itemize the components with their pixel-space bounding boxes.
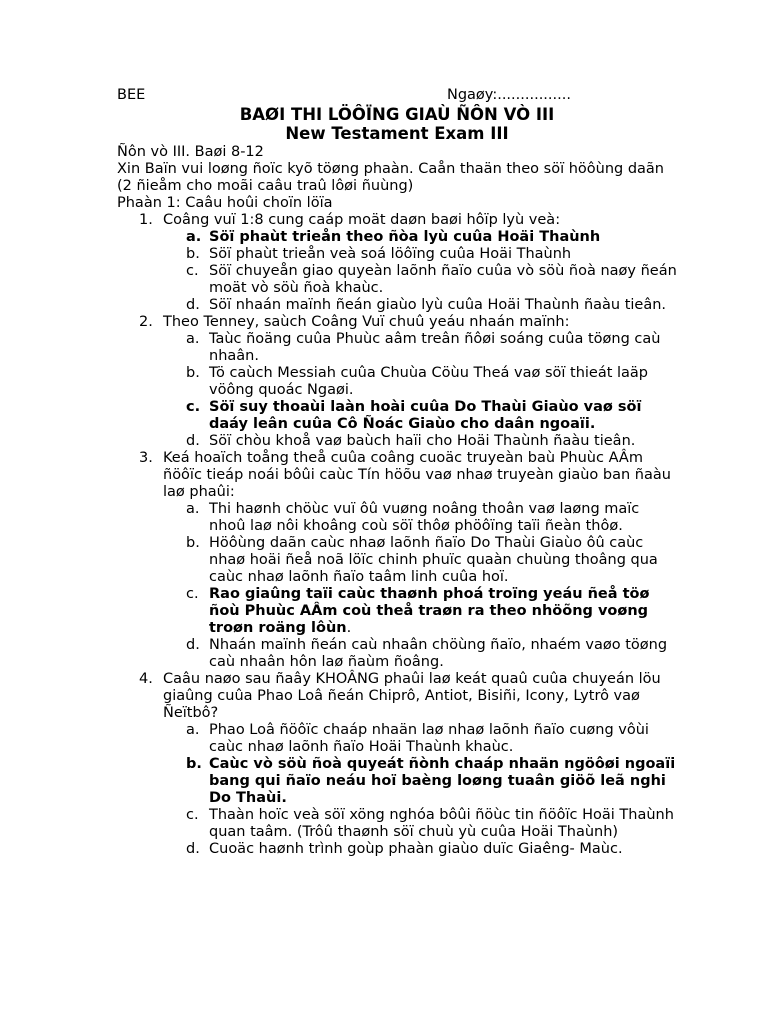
exam-title: BAØI THI LÖÔÏNG GIAÙ ÑÔN VÒ III: [239, 105, 555, 124]
option-letter: a.: [186, 722, 200, 738]
option-letter: a.: [186, 229, 202, 245]
option-text: Thi haønh chöùc vuï ôû vuøng noâng thoân vaø laøng maïc nhoû laø nôi khoâng coù söï thôø phöôïng taïi ñeàn thôø.: [209, 501, 640, 534]
option-letter: d.: [186, 841, 200, 857]
option-c: [117, 399, 677, 433]
question-1: [117, 212, 677, 314]
header-row: [117, 87, 677, 105]
part-heading: Phaàn 1: Caâu hoûi choïn löïa: [117, 195, 333, 211]
option-a: [117, 331, 677, 365]
option-text: Tö caùch Messiah cuûa Chuùa Cöùu Theá vaø söï thieát laäp vöông quoác Ngaøi.: [209, 365, 649, 398]
option-a: [117, 501, 677, 535]
question-3: [117, 450, 677, 671]
date-field: Ngaøy:................: [447, 87, 571, 103]
question-text: Coâng vuï 1:8 cung caáp moät daøn baøi hôïp lyù veà:: [163, 212, 561, 228]
question-number: 1.: [139, 212, 153, 228]
option-d: [117, 297, 677, 314]
option-letter: c.: [186, 399, 201, 415]
option-text: Nhaán maïnh ñeán caù nhaân chöùng ñaïo, nhaém vaøo töøng caù nhaân hôn laø ñaùm ñoâng.: [209, 637, 668, 670]
question-2: [117, 314, 677, 450]
question-text: Theo Tenney, saùch Coâng Vuï chuû yeáu nhaán maïnh:: [163, 314, 570, 330]
option-a: [117, 229, 677, 246]
option-text: Söï phaùt trieån veà soá löôïng cuûa Hoäi Thaùnh: [209, 246, 572, 262]
option-text: Söï phaùt trieån theo ñòa lyù cuûa Hoäi Thaùnh: [209, 229, 601, 245]
option-letter: a.: [186, 501, 200, 517]
option-c: [117, 263, 677, 297]
option-text: Höôùng daãn caùc nhaø laõnh ñaïo Do Thaùi Giaùo ôû caùc nhaø hoäi ñeå noã löïc chinh phuïc quaàn chuùng thoâng qua caùc nhaø laõnh ñaïo taâm linh cuûa hoï.: [209, 535, 658, 585]
option-text: Söï chòu khoå vaø baùch haïi cho Hoäi Thaùnh ñaàu tieân.: [209, 433, 636, 449]
question-text: Caâu naøo sau ñaây KHOÂNG phaûi laø keát quaû cuûa chuyeán löu giaûng cuûa Phao Loâ ñeán Chiprô, Antiot, Bisiñi, Icony, Lytrô vaø Ñeïtbô?: [163, 671, 661, 721]
option-text: Söï nhaán maïnh ñeán giaùo lyù cuûa Hoäi Thaùnh ñaàu tieân.: [209, 297, 667, 313]
option-text: Thaàn hoïc veà söï xöng nghóa bôûi ñöùc tin ñöôïc Hoäi Thaùnh quan taâm. (Trôû thaønh söï chuù yù cuûa Hoäi Thaùnh): [209, 807, 674, 840]
option-letter: b.: [186, 535, 200, 551]
option-b: [117, 535, 677, 586]
option-letter: b.: [186, 756, 202, 772]
option-letter: b.: [186, 365, 200, 381]
exam-subtitle: New Testament Exam III: [285, 124, 509, 143]
option-b: [117, 365, 677, 399]
option-letter: d.: [186, 637, 200, 653]
unit-line: Ñôn vò III. Baøi 8-12: [117, 144, 264, 160]
option-letter: d.: [186, 297, 200, 313]
option-d: [117, 841, 677, 858]
question-text: Keá hoaïch toång theå cuûa coâng cuoäc truyeàn baù Phuùc AÂm ñöôïc tieáp noái bôûi caùc Tín höõu vaø nhaø truyeàn giaùo ban ñaàu laø phaûi:: [163, 450, 671, 500]
school-code: BEE: [117, 87, 146, 103]
option-text: Rao giaûng taïi caùc thaønh phoá troïng yeáu ñeå töø ñoù Phuùc AÂm coù theå traøn ra theo nhöõng voøng troøn roäng lôùn: [209, 586, 650, 636]
option-letter: d.: [186, 433, 200, 449]
option-text: Phao Loâ ñöôïc chaáp nhaän laø nhaø laõnh ñaïo cuøng vôùi caùc nhaø laõnh ñaïo Hoäi Thaùnh khaùc.: [209, 722, 649, 755]
option-letter: b.: [186, 246, 200, 262]
option-letter: c.: [186, 586, 199, 602]
option-b: [117, 756, 677, 807]
exam-page: [117, 87, 677, 858]
option-text: Söï suy thoaùi laàn hoài cuûa Do Thaùi Giaùo vaø söï daáy leân cuûa Cô Ñoác Giaùo cho daân ngoaïi.: [209, 399, 642, 432]
option-letter: c.: [186, 263, 199, 279]
option-a: [117, 722, 677, 756]
option-text: Söï chuyeån giao quyeàn laõnh ñaïo cuûa vò söù ñoà naøy ñeán moät vò söù ñoà khaùc.: [209, 263, 677, 296]
option-text: Cuoäc haønh trình goùp phaàn giaùo duïc Giaêng- Maùc.: [209, 841, 623, 857]
question-number: 2.: [139, 314, 153, 330]
instructions: Xin Baïn vui loøng ñoïc kyõ töøng phaàn. Caån thaän theo söï höôùng daãn (2 ñieåm cho moãi caâu traû lôøi ñuùng): [117, 161, 664, 194]
option-c: [117, 586, 677, 637]
option-letter: c.: [186, 807, 199, 823]
question-number: 4.: [139, 671, 153, 687]
option-d: [117, 637, 677, 671]
question-number: 3.: [139, 450, 153, 466]
question-4: [117, 671, 677, 858]
option-c: [117, 807, 677, 841]
option-b: [117, 246, 677, 263]
option-letter: a.: [186, 331, 200, 347]
option-tail: .: [346, 620, 352, 636]
option-text: Taùc ñoäng cuûa Phuùc aâm treân ñôøi soáng cuûa töøng caù nhaân.: [209, 331, 661, 364]
option-d: [117, 433, 677, 450]
option-text: Caùc vò söù ñoà quyeát ñònh chaáp nhaän ngöôøi ngoaïi bang qui ñaïo neáu hoï baèng loøng tuaân giöõ leã nghi Do Thaùi.: [209, 756, 676, 806]
